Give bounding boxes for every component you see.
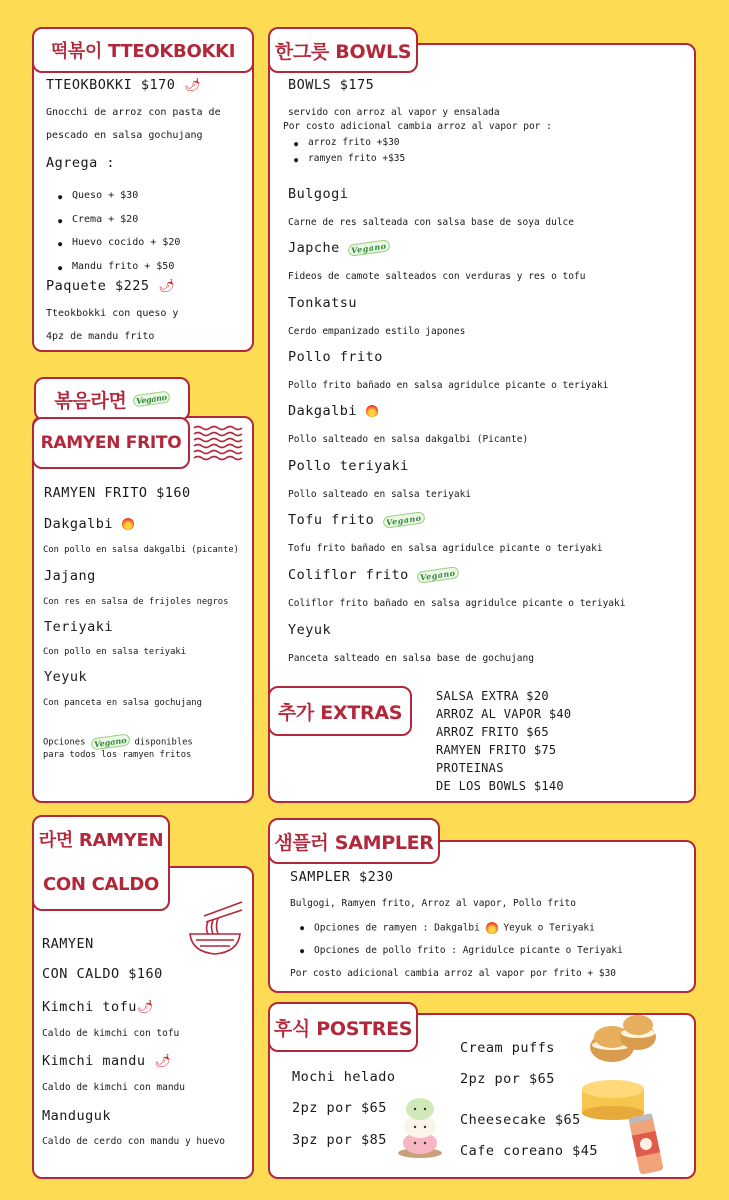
ramyen-item-name: Jajang [44, 568, 96, 584]
bowls-options-list [308, 135, 405, 166]
extras-list [436, 687, 571, 795]
bowl-item-desc: Pollo salteado en salsa dakgalbi (Picante) [288, 434, 529, 445]
bowl-item-desc: Panceta salteado en salsa base de gochujang [288, 653, 534, 664]
bowl-item-name: Tonkatsu [288, 295, 358, 311]
bowl-item-name: Yeyuk [288, 622, 332, 638]
ramyen-item-desc: Con panceta en salsa gochujang [43, 698, 202, 708]
ramyen-item-name: Yeyuk [44, 669, 88, 685]
list-item: ● Huevo cocido + $20 [72, 231, 180, 255]
fire-icon [486, 922, 498, 934]
chili-icon: 🌶 [158, 279, 176, 294]
vegano-badge-icon: Vegano [382, 511, 425, 529]
sampler-title: SAMPLER $230 [290, 869, 394, 885]
ramyen-item-desc: Con pollo en salsa teriyaki [43, 647, 186, 657]
ramyen-item-desc: Con res en salsa de frijoles negros [43, 597, 229, 607]
extras-line: SALSA EXTRA $20 [436, 689, 549, 703]
list-item: ● arroz frito +$30 [308, 135, 405, 151]
tteokbokki-extras-list [72, 184, 180, 278]
caldo-item-desc: Caldo de kimchi con mandu [42, 1082, 185, 1093]
extras-line: RAMYEN FRITO $75 [436, 743, 557, 757]
ramyen-caldo-title-1: RAMYEN [42, 936, 94, 952]
ramyen-frito-tag-kr: 볶음라면 Vegano [34, 377, 190, 421]
bullet-icon: ● [300, 924, 305, 932]
ramyen-caldo-title-2: CON CALDO $160 [42, 966, 163, 982]
bowl-item-name: Coliflor frito Vegano [288, 567, 459, 583]
tteokbokki-desc-2: pescado en salsa gochujang [46, 130, 203, 141]
list-item: ● Mandu frito + $50 [72, 255, 180, 279]
sampler-option-1: ● Opciones de ramyen : Dakgalbi Yeyuk o Teriyaki [300, 922, 595, 934]
extras-line: DE LOS BOWLS $140 [436, 779, 564, 793]
extras-line: ARROZ FRITO $65 [436, 725, 549, 739]
bowl-item-desc: Tofu frito bañado en salsa agridulce picante o teriyaki [288, 543, 603, 554]
bowls-title: BOWLS $175 [288, 77, 375, 93]
ramyen-caldo-tag: 라면 RAMYEN CON CALDO [32, 815, 170, 911]
caldo-item-desc: Caldo de kimchi con tofu [42, 1028, 180, 1039]
vegano-badge-icon: Vegano [90, 733, 130, 750]
ramyen-item-name: Teriyaki [44, 619, 114, 635]
agrega-label: Agrega : [46, 155, 116, 171]
vegano-badge-icon: Vegano [132, 391, 170, 408]
cream-title: Cream puffs [460, 1040, 555, 1056]
bowls-note-2: Por costo adicional cambia arroz al vapor por : [283, 121, 552, 132]
noodle-bowl-icon [186, 898, 244, 958]
cheesecake-price: Cheesecake $65 [460, 1112, 581, 1128]
vegano-badge-icon: Vegano [417, 566, 460, 584]
postres-tag: 후식 POSTRES [268, 1002, 418, 1052]
bowl-item-name: Dakgalbi [288, 403, 378, 419]
tteokbokki-tag: 떡볶이 TTEOKBOKKI [32, 27, 254, 73]
bowl-item-desc: Cerdo empanizado estilo japones [288, 326, 466, 337]
bowl-item-desc: Fideos de camote salteados con verduras y res o tofu [288, 271, 586, 282]
mochi-price-2: 2pz por $65 [292, 1100, 387, 1116]
cream-price: 2pz por $65 [460, 1071, 555, 1087]
tteokbokki-desc-1: Gnocchi de arroz con pasta de [46, 107, 221, 118]
noodle-waves-icon [192, 424, 248, 466]
bowl-item-desc: Pollo frito bañado en salsa agridulce picante o teriyaki [288, 380, 609, 391]
bowls-note-1: servido con arroz al vapor y ensalada [288, 107, 500, 118]
fire-icon [366, 405, 378, 417]
chili-icon: 🌶 [154, 1054, 172, 1069]
ramyen-frito-title: RAMYEN FRITO $160 [44, 485, 191, 501]
cream-puff-icon [586, 1007, 660, 1069]
mochi-title: Mochi helado [292, 1069, 396, 1085]
sampler-note: Por costo adicional cambia arroz al vapor por frito + $30 [290, 968, 617, 979]
tteokbokki-panel [32, 45, 254, 352]
sampler-option-2: ● Opciones de pollo frito : Agridulce picante o Teriyaki [300, 945, 623, 956]
bowl-item-desc: Carne de res salteada con salsa base de soya dulce [288, 217, 574, 228]
mochi-icon [396, 1091, 444, 1159]
mochi-price-3: 3pz por $85 [292, 1132, 387, 1148]
caldo-item-name: Kimchi tofu🌶 [42, 999, 154, 1015]
bowl-item-name: Tofu frito Vegano [288, 512, 424, 528]
ramyen-frito-panel [32, 416, 254, 803]
fire-icon [122, 518, 134, 530]
ramyen-frito-tag-en: RAMYEN FRITO [32, 417, 190, 469]
list-item: ● ramyen frito +$35 [308, 151, 405, 167]
opciones-note-2: para todos los ramyen fritos [43, 750, 192, 760]
caldo-item-name: Kimchi mandu 🌶 [42, 1053, 172, 1069]
bullet-icon: ● [300, 947, 305, 955]
coffee-can-icon [626, 1111, 666, 1177]
bowls-tag: 한그릇 BOWLS [268, 27, 418, 73]
caldo-item-name: Manduguk [42, 1108, 112, 1124]
bowl-item-name: Pollo frito [288, 349, 383, 365]
chili-icon: 🌶 [184, 78, 202, 93]
chili-icon: 🌶 [136, 1000, 154, 1015]
bowl-item-name: Japche Vegano [288, 240, 390, 256]
bowl-item-desc: Pollo salteado en salsa teriyaki [288, 489, 472, 500]
bowl-item-name: Pollo teriyaki [288, 458, 409, 474]
caldo-item-desc: Caldo de cerdo con mandu y huevo [42, 1136, 226, 1147]
sampler-tag: 샘플러 SAMPLER [268, 818, 440, 864]
ramyen-item-desc: Con pollo en salsa dakgalbi (picante) [43, 545, 239, 555]
list-item: ● Crema + $20 [72, 208, 180, 232]
extras-line: PROTEINAS [436, 761, 504, 775]
extras-tag: 추가 EXTRAS [268, 686, 412, 736]
list-item: ● Queso + $30 [72, 184, 180, 208]
cafe-price: Cafe coreano $45 [460, 1143, 599, 1159]
extras-line: ARROZ AL VAPOR $40 [436, 707, 572, 721]
paquete-title: Paquete $225 🌶 [46, 278, 176, 294]
bowl-item-desc: Coliflor frito bañado en salsa agridulce picante o teriyaki [288, 598, 626, 609]
vegano-badge-icon: Vegano [348, 239, 391, 257]
paquete-desc-2: 4pz de mandu frito [46, 331, 155, 342]
sampler-desc: Bulgogi, Ramyen frito, Arroz al vapor, Pollo frito [290, 898, 576, 909]
opciones-note: Opciones Vegano disponibles [43, 734, 193, 750]
bowl-item-name: Bulgogi [288, 186, 349, 202]
ramyen-item-name: Dakgalbi [44, 516, 134, 532]
paquete-desc-1: Tteokbokki con queso y [46, 308, 179, 319]
tteokbokki-title: TTEOKBOKKI $170 🌶 [46, 77, 202, 93]
